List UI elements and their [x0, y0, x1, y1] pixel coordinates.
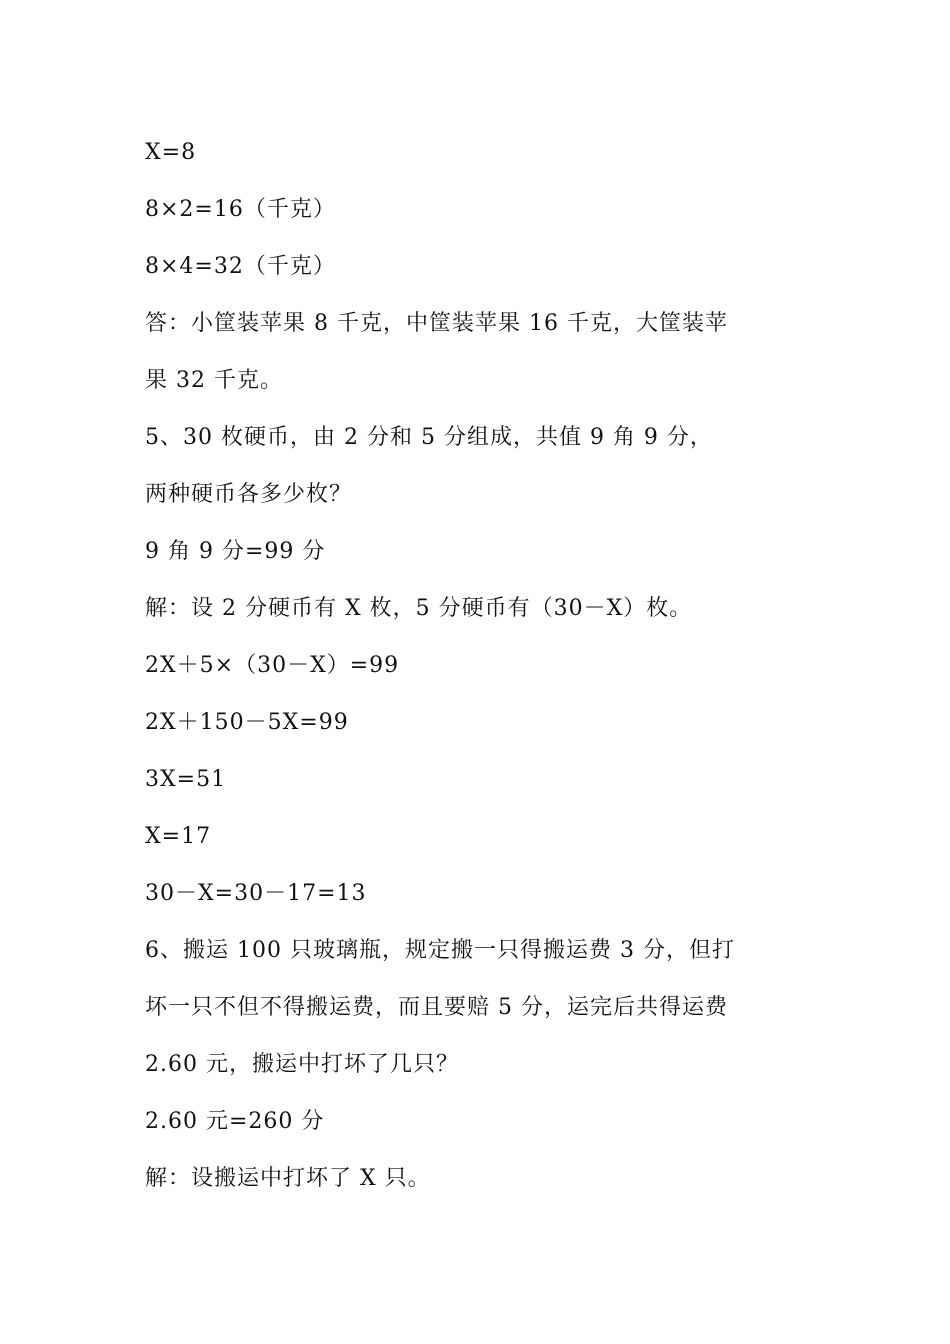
problem-line: 坏一只不但不得搬运费，而且要赔 5 分，运完后共得运费	[145, 995, 728, 1020]
solution-line: 解：设 2 分硬币有 X 枚，5 分硬币有（30－X）枚。	[145, 596, 693, 621]
problem-line: 2.60 元，搬运中打坏了几只？	[145, 1052, 459, 1077]
answer-line: 答：小筐装苹果 8 千克，中筐装苹果 16 千克，大筐装苹	[145, 311, 728, 336]
solution-line: 解：设搬运中打坏了 X 只。	[145, 1166, 431, 1191]
solution-line: 8×2=16（千克）	[145, 197, 336, 222]
equation-line: 30－X=30－17=13	[145, 881, 367, 906]
answer-line: 果 32 千克。	[145, 368, 283, 393]
equation-line: 2X＋5×（30－X）=99	[145, 653, 400, 678]
document-body	[145, 124, 815, 1207]
equation-line: 3X=51	[145, 767, 227, 792]
equation-line: 2X＋150－5X=99	[145, 710, 349, 735]
solution-line: X=8	[145, 140, 197, 165]
problem-line: 5、30 枚硬币，由 2 分和 5 分组成，共值 9 角 9 分，	[145, 425, 713, 450]
solution-line: 9 角 9 分=99 分	[145, 539, 326, 564]
solution-line: 8×4=32（千克）	[145, 254, 336, 279]
equation-line: X=17	[145, 824, 212, 849]
solution-line: 2.60 元=260 分	[145, 1109, 325, 1134]
problem-line: 6、搬运 100 只玻璃瓶，规定搬一只得搬运费 3 分，但打	[145, 938, 735, 963]
problem-line: 两种硬币各多少枚？	[145, 482, 353, 507]
